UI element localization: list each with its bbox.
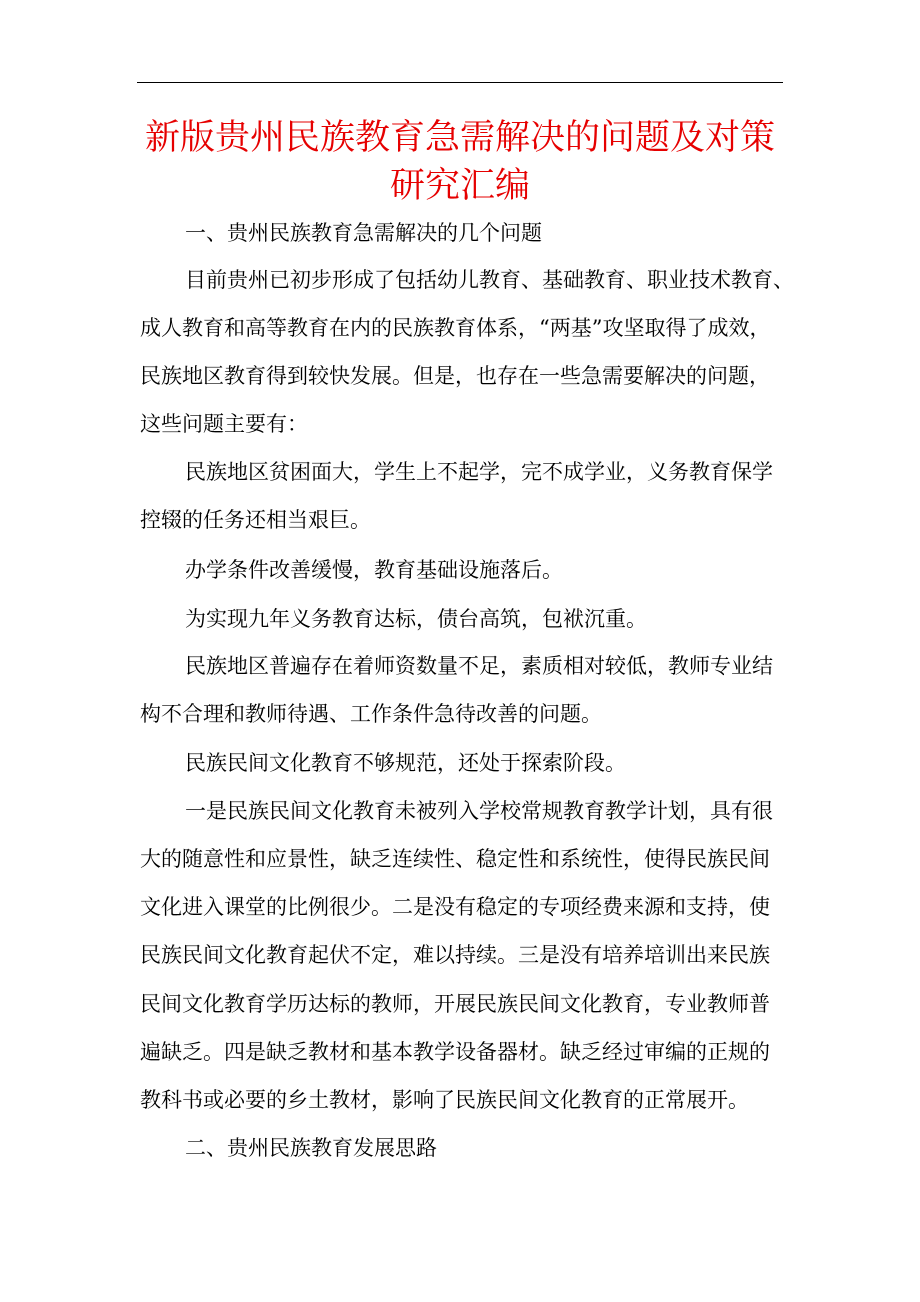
- paragraph-line: 民族地区贫困面大，学生上不起学，完不成学业，义务教育保学: [185, 460, 773, 484]
- paragraph-line: 民间文化教育学历达标的教师，开展民族民间文化教育，专业教师普: [140, 992, 770, 1016]
- paragraph-line: 文化进入课堂的比例很少。二是没有稳定的专项经费来源和支持，使: [140, 895, 770, 919]
- document-title-line-1: 新版贵州民族教育急需解决的问题及对策: [144, 118, 775, 158]
- paragraph-line: 大的随意性和应景性，缺乏连续性、稳定性和系统性，使得民族民间: [140, 847, 770, 871]
- paragraph-line: 办学条件改善缓慢，教育基础设施落后。: [185, 558, 563, 582]
- paragraph-line: 民族地区普遍存在着师资数量不足，素质相对较低，教师专业结: [185, 654, 773, 678]
- paragraph-line: 遍缺乏。四是缺乏教材和基本教学设备器材。缺乏经过审编的正规的: [140, 1040, 770, 1064]
- section-heading-1: 一、贵州民族教育急需解决的几个问题: [185, 221, 542, 245]
- paragraph-line: 一是民族民间文化教育未被列入学校常规教育教学计划，具有很: [185, 799, 773, 823]
- paragraph-line: 构不合理和教师待遇、工作条件急待改善的问题。: [140, 702, 602, 726]
- paragraph-line: 成人教育和高等教育在内的民族教育体系，“两基”攻坚取得了成效，: [140, 316, 771, 340]
- header-rule: [137, 82, 783, 83]
- paragraph-line: 民族地区教育得到较快发展。但是，也存在一些急需要解决的问题，: [140, 364, 770, 388]
- paragraph-line: 这些问题主要有：: [140, 412, 308, 436]
- paragraph-line: 目前贵州已初步形成了包括幼儿教育、基础教育、职业技术教育、: [185, 268, 794, 292]
- paragraph-line: 民族民间文化教育起伏不定，难以持续。三是没有培养培训出来民族: [140, 943, 770, 967]
- paragraph-line: 民族民间文化教育不够规范，还处于探索阶段。: [185, 751, 626, 775]
- paragraph-line: 教科书或必要的乡土教材，影响了民族民间文化教育的正常展开。: [140, 1088, 749, 1112]
- document-title-line-2: 研究汇编: [389, 166, 530, 206]
- paragraph-line: 控辍的任务还相当艰巨。: [140, 508, 371, 532]
- section-heading-2: 二、贵州民族教育发展思路: [185, 1136, 437, 1160]
- paragraph-line: 为实现九年义务教育达标，债台高筑，包袱沉重。: [185, 607, 647, 631]
